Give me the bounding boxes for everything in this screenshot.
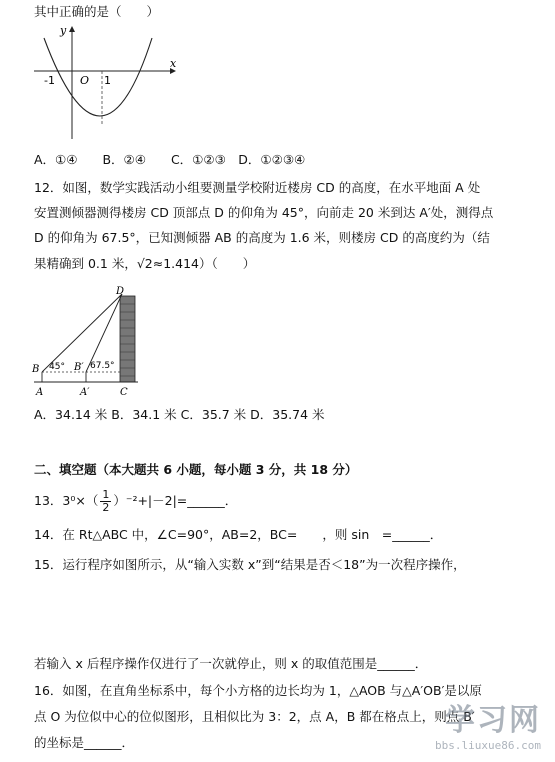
x-axis-label: x xyxy=(170,57,177,70)
q16-line-2: 点 O 为位似中心的位似图形，且相似比为 3：2，点 A，B 都在格点上，则点 B′ xyxy=(34,709,475,724)
y-axis-arrow xyxy=(69,26,75,32)
watermark-url: bbs.liuxue86.com xyxy=(435,739,541,752)
watermark-logo-text: 学习网 xyxy=(445,703,541,738)
label-c: C xyxy=(120,387,128,398)
label-d: D xyxy=(116,286,125,297)
question-header: 其中正确的是（ ） xyxy=(34,4,160,19)
building-cd xyxy=(120,296,135,382)
section-2-title: 二、填空题（本大题共 6 小题，每小题 3 分，共 18 分） xyxy=(34,462,358,477)
q15-continued: 若输入 x 后程序操作仅进行了一次就停止，则 x 的取值范围是______． xyxy=(34,656,428,671)
tick-label-one: 1 xyxy=(104,74,111,87)
tick-label-minus-one: -1 xyxy=(44,74,55,87)
parabola-figure xyxy=(30,24,180,144)
label-angle-45: 45° xyxy=(49,362,65,372)
q11-choices: A．①④ B．②④ C．①②③ D．①②③④ xyxy=(34,152,306,167)
building-figure xyxy=(30,284,150,399)
watermark xyxy=(435,695,541,752)
q13 xyxy=(34,488,237,514)
q12-line-4: 果精确到 0.1 米，√2≈1.414）（ ） xyxy=(34,256,256,271)
q13-prefix: 13．3⁰×（ xyxy=(34,493,99,508)
label-angle-67-5: 67.5° xyxy=(90,361,115,371)
q12-line-2: 安置测倾器测得楼房 CD 顶部点 D 的仰角为 45°，向前走 20 米到达 A′处，测得点 xyxy=(34,205,494,220)
y-axis-label: y xyxy=(60,24,67,37)
label-b-prime: B′ xyxy=(74,362,84,373)
q13-frac-num: 1 xyxy=(102,488,110,501)
q13-suffix: ）⁻²+|－2|=______． xyxy=(113,493,238,508)
q16-line-3: 的坐标是______． xyxy=(34,735,135,750)
q12-line-3: D 的仰角为 67.5°，已知测倾器 AB 的高度为 1.6 米，则楼房 CD 的高度约为（结 xyxy=(34,230,490,245)
q13-fraction xyxy=(100,489,111,514)
label-a-prime: A′ xyxy=(80,387,90,398)
q13-frac-den: 2 xyxy=(102,501,110,514)
q16-line-1: 16．如图，在直角坐标系中，每个小方格的边长均为 1，△AOB 与△A′OB′是以原 xyxy=(34,683,482,698)
q14: 14．在 Rt△ABC 中，∠C=90°，AB=2，BC= ，则 sin =______． xyxy=(34,527,443,542)
q12-line-1: 12．如图，数学实践活动小组要测量学校附近楼房 CD 的高度，在水平地面 A 处 xyxy=(34,180,481,195)
origin-label: O xyxy=(80,74,90,87)
q12-choices: A．34.14 米 B．34.1 米 C．35.7 米 D．35.74 米 xyxy=(34,407,325,422)
q15: 15．运行程序如图所示，从“输入实数 x”到“结果是否＜18”为一次程序操作， xyxy=(34,557,466,572)
label-b: B xyxy=(32,364,40,375)
label-a: A xyxy=(36,387,44,398)
parabola-curve xyxy=(44,38,152,116)
